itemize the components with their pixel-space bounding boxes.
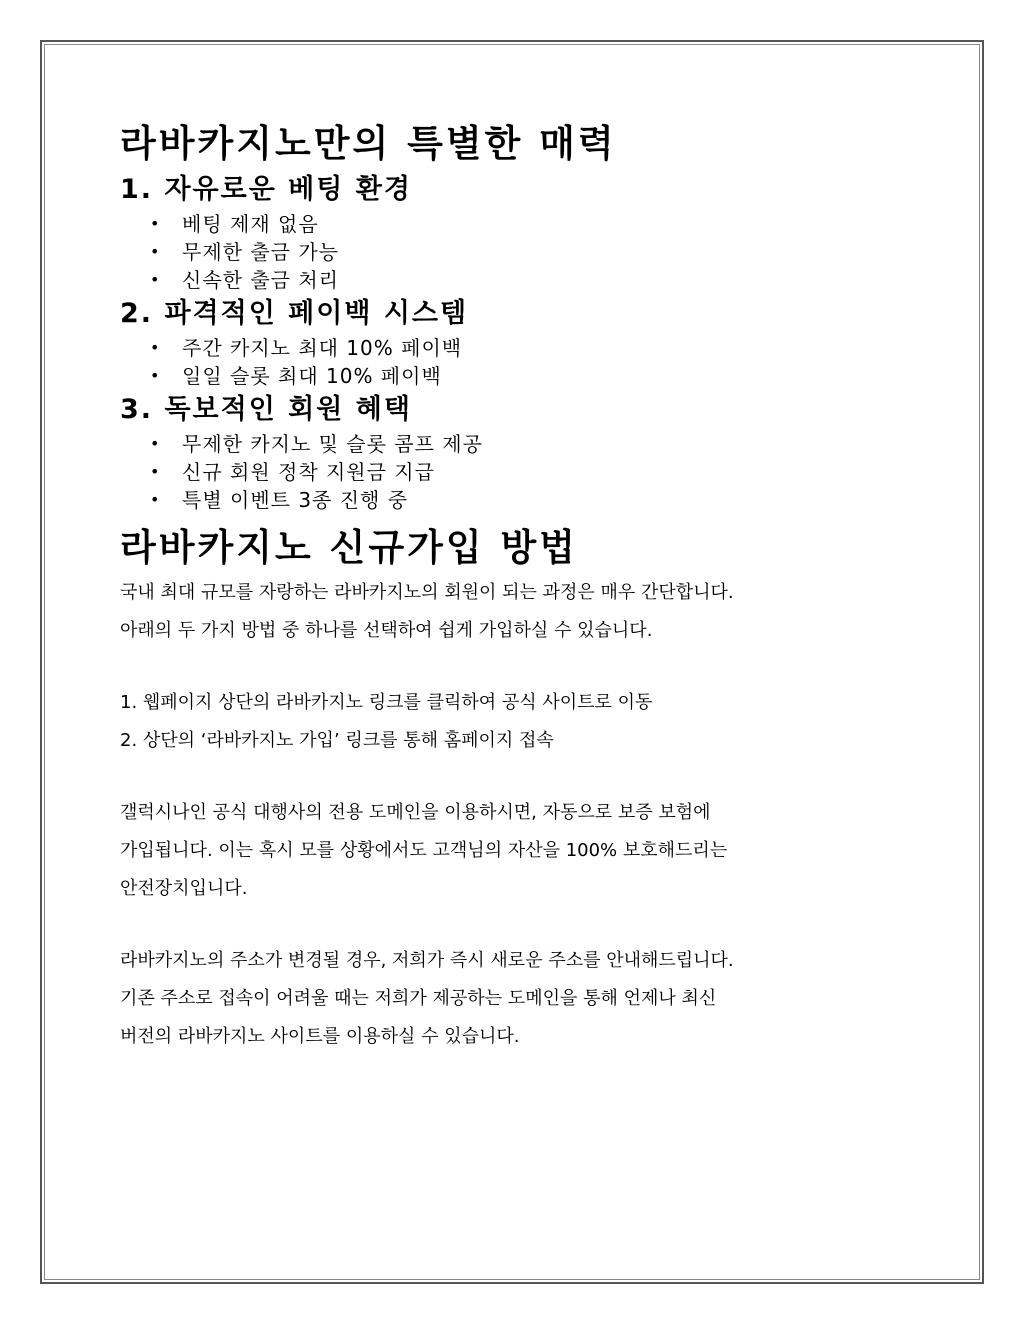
- list-item: [120, 362, 920, 390]
- signup-heading: 라바카지노 신규가입 방법: [120, 526, 578, 569]
- signup-step: 1. 웹페이지 상단의 라바카지노 링크를 클릭하여 공식 사이트로 이동: [120, 692, 653, 713]
- signup-step: 2. 상단의 ‘라바카지노 가입’ 링크를 통해 홈페이지 접속: [120, 730, 554, 751]
- bullet-icon: •: [150, 490, 160, 509]
- spacer: [120, 514, 920, 522]
- list-item: [120, 210, 920, 238]
- document-body: [120, 118, 920, 1056]
- list-item: [120, 266, 920, 294]
- list-item: [120, 486, 920, 514]
- insurance-line: 안전장치입니다.: [120, 878, 248, 899]
- bullet-icon: •: [150, 242, 160, 261]
- payback-list: [120, 334, 920, 390]
- list-item-text: 신속한 출금 처리: [182, 268, 339, 292]
- list-item: [120, 458, 920, 486]
- intro-line: 국내 최대 규모를 자랑하는 라바카지노의 회원이 되는 과정은 매우 간단합니다.: [120, 582, 734, 603]
- betting-list: [120, 210, 920, 294]
- address-line: 기존 주소로 접속이 어려울 때는 저희가 제공하는 도메인을 통해 언제나 최신: [120, 988, 717, 1009]
- insurance-line: 갤럭시나인 공식 대행사의 전용 도메인을 이용하시면, 자동으로 보증 보험에: [120, 802, 711, 823]
- list-item-text: 베팅 제재 없음: [182, 212, 319, 236]
- list-item: [120, 238, 920, 266]
- features-heading: 라바카지노만의 특별한 매력: [120, 122, 617, 165]
- spacer: [120, 650, 920, 684]
- address-line: 버전의 라바카지노 사이트를 이용하실 수 있습니다.: [120, 1026, 520, 1047]
- section-title-benefits: 3. 독보적인 회원 혜택: [120, 394, 412, 425]
- intro-line: 아래의 두 가지 방법 중 하나를 선택하여 쉽게 가입하실 수 있습니다.: [120, 620, 653, 641]
- bullet-icon: •: [150, 462, 160, 481]
- bullet-icon: •: [150, 338, 160, 357]
- bullet-icon: •: [150, 366, 160, 385]
- list-item-text: 무제한 카지노 및 슬롯 콤프 제공: [182, 432, 483, 456]
- address-line: 라바카지노의 주소가 변경될 경우, 저희가 즉시 새로운 주소를 안내해드립니다.: [120, 950, 734, 971]
- list-item-text: 일일 슬롯 최대 10% 페이백: [182, 364, 442, 388]
- list-item-text: 무제한 출금 가능: [182, 240, 339, 264]
- list-item-text: 신규 회원 정착 지원금 지급: [182, 460, 435, 484]
- list-item-text: 특별 이벤트 3종 진행 중: [182, 488, 409, 512]
- bullet-icon: •: [150, 434, 160, 453]
- benefits-list: [120, 430, 920, 514]
- bullet-icon: •: [150, 270, 160, 289]
- list-item: [120, 334, 920, 362]
- list-item: [120, 430, 920, 458]
- spacer: [120, 908, 920, 942]
- section-title-payback: 2. 파격적인 페이백 시스템: [120, 298, 469, 329]
- list-item-text: 주간 카지노 최대 10% 페이백: [182, 336, 463, 360]
- section-title-betting: 1. 자유로운 베팅 환경: [120, 174, 412, 205]
- bullet-icon: •: [150, 214, 160, 233]
- spacer: [120, 760, 920, 794]
- insurance-line: 가입됩니다. 이는 혹시 모를 상황에서도 고객님의 자산을 100% 보호해드리는: [120, 840, 728, 861]
